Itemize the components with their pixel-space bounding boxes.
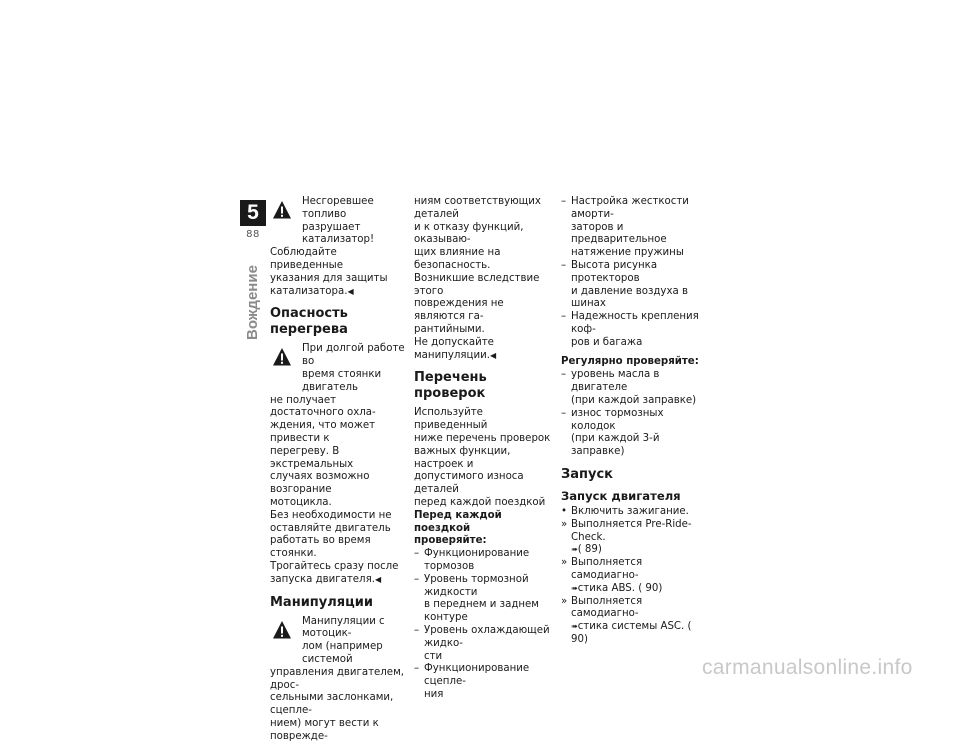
text-line: ров и багажа xyxy=(571,336,643,348)
step-text xyxy=(571,557,701,595)
text-line: перегреву. В экстремальных xyxy=(270,445,354,470)
dash-bullet: – xyxy=(561,259,567,271)
text-line: ниже перечень проверок xyxy=(414,432,551,444)
text-line: перед каждой поездкой xyxy=(414,496,546,508)
text-line: допустимого износа деталей xyxy=(414,471,524,496)
text-span: ( 89) xyxy=(577,544,602,556)
list-item-text xyxy=(571,408,701,459)
text-line: Функционирование сцепле- xyxy=(424,663,530,688)
checklist xyxy=(561,369,701,459)
page-ref-arrow-icon: ➠ xyxy=(571,583,578,593)
page-ref-arrow-icon: ➠ xyxy=(571,622,578,632)
list-item-text xyxy=(571,260,701,311)
warning-text xyxy=(302,616,410,667)
list-item xyxy=(561,196,701,260)
text-line: Перед каждой поездкой xyxy=(414,509,502,534)
checklist-label xyxy=(414,510,554,548)
watermark: carmanualsonline.info xyxy=(702,656,913,679)
text-line: Уровень охлаждающей жидко- xyxy=(424,624,550,649)
step-text xyxy=(571,506,701,519)
text-line: важных функции, настроек и xyxy=(414,445,511,470)
text-line: При долгой работе во xyxy=(302,343,405,368)
text-line: сельными заслонками, сцепле- xyxy=(270,692,394,717)
text-line: не получает достаточного охла- xyxy=(270,394,376,419)
step-text xyxy=(571,519,701,557)
step-item xyxy=(561,519,701,557)
text-line xyxy=(571,583,701,596)
text-line: заторов и предварительное xyxy=(571,221,667,246)
column-1 xyxy=(270,196,410,743)
warning-icon xyxy=(272,620,292,640)
text-line: Включить зажигание. xyxy=(571,505,689,517)
text-line: Без необходимости не xyxy=(270,509,392,521)
list-item xyxy=(561,311,701,349)
dash-bullet: – xyxy=(561,196,567,207)
text-line: Высота рисунка протекторов xyxy=(571,259,658,284)
list-item-text xyxy=(424,548,554,574)
text-line: Манипуляции с мотоцик- xyxy=(302,615,385,640)
text-span: стика системы ASC. ( 90) xyxy=(571,621,692,645)
column-2 xyxy=(414,196,554,702)
text-line: лом (например системой xyxy=(302,641,383,665)
heading-engine-start: Запуск двигателя xyxy=(561,488,681,503)
list-item-text xyxy=(571,196,701,260)
step-item xyxy=(561,596,701,647)
text-line: мотоцикла. xyxy=(270,496,332,508)
list-item xyxy=(414,625,554,663)
list-item-text xyxy=(571,369,701,407)
text-line: сти xyxy=(424,650,443,662)
text-line: разрушает катализатор! xyxy=(302,221,375,246)
text-line: в переднем и заднем контуре xyxy=(424,599,539,624)
text-line xyxy=(571,544,701,557)
dash-bullet: – xyxy=(414,548,420,560)
paragraph xyxy=(414,196,554,362)
text-line: рантийными. xyxy=(414,323,485,335)
heading-start: Запуск xyxy=(561,466,613,482)
text-line xyxy=(414,337,554,363)
text-line: ниям соответствующих деталей xyxy=(414,196,541,220)
dash-bullet: – xyxy=(414,663,420,675)
warning-text xyxy=(302,196,410,247)
text-line: натяжение пружины xyxy=(571,247,684,259)
text-line: и к отказу функций, оказываю- xyxy=(414,221,524,246)
warning-block xyxy=(270,196,410,247)
step-bullet: » xyxy=(561,595,568,607)
section-title: Вождение xyxy=(244,265,261,340)
text-line: Функционирование тормозов xyxy=(424,548,530,572)
text-line: случаях возможно возгорание xyxy=(270,471,370,496)
step-text xyxy=(571,596,701,647)
step-item xyxy=(561,506,701,519)
text-line: Выполняется самодиагно- xyxy=(571,595,643,620)
page-number: 88 xyxy=(246,229,260,240)
text-line: работать во время стоянки. xyxy=(270,535,371,560)
text-line: Уровень тормозной жидкости xyxy=(424,573,529,598)
dash-bullet: – xyxy=(414,573,420,585)
text-span: запуска двигателя. xyxy=(270,573,375,585)
text-line: (при каждой 3-й заправке) xyxy=(571,433,660,458)
text-line: указания для защиты xyxy=(270,272,388,284)
heading-manipulation: Манипуляции xyxy=(270,594,373,610)
text-line: Используйте приведенный xyxy=(414,407,488,432)
text-line: время стоянки двигатель xyxy=(302,368,382,393)
chapter-number: 5 xyxy=(240,200,266,226)
end-marker-icon: ◀ xyxy=(347,286,354,296)
text-line: проверяйте: xyxy=(414,535,487,547)
text-line: Настройка жесткости аморти- xyxy=(571,196,689,220)
text-line: повреждения не являются га- xyxy=(414,298,504,323)
text-line: ния xyxy=(424,688,444,700)
list-item-text xyxy=(424,663,554,701)
text-line: Выполняется самодиагно- xyxy=(571,557,643,581)
text-line: уровень масла в двигателе xyxy=(571,369,660,394)
step-bullet: • xyxy=(561,505,568,517)
dash-bullet: – xyxy=(414,624,420,636)
warning-icon xyxy=(272,347,292,367)
list-item xyxy=(561,260,701,311)
list-item xyxy=(561,408,701,459)
text-line xyxy=(571,621,701,647)
heading-checklist: Перечень проверок xyxy=(414,370,487,402)
text-line: Соблюдайте приведенные xyxy=(270,247,343,271)
text-line: Выполняется Pre-Ride-Check. xyxy=(571,518,692,543)
text-line: Надежность крепления коф- xyxy=(571,311,699,335)
text-line: Возникшие вследствие этого xyxy=(414,272,540,297)
text-line xyxy=(270,286,410,299)
paragraph xyxy=(270,247,410,298)
list-item xyxy=(414,574,554,625)
heading-regular-checks: Регулярно проверяйте: xyxy=(561,355,699,367)
page-ref-arrow-icon: ➠ xyxy=(571,545,578,555)
warning-text xyxy=(302,343,410,394)
column-3 xyxy=(561,196,701,647)
steps-list xyxy=(561,506,701,647)
text-line: Трогайтесь сразу после xyxy=(270,560,399,572)
dash-bullet: – xyxy=(561,311,567,323)
text-line: нием) могут вести к поврежде- xyxy=(270,717,379,742)
text-line: Несгоревшее топливо xyxy=(302,196,374,220)
checklist xyxy=(561,196,701,350)
end-marker-icon: ◀ xyxy=(374,574,382,584)
heading-overheat: Опасность перегрева xyxy=(270,306,348,338)
list-item-text xyxy=(424,625,554,663)
text-span: катализатора. xyxy=(270,285,348,297)
step-item xyxy=(561,557,701,595)
dash-bullet: – xyxy=(561,369,567,381)
text-line: управления двигателем, дрос- xyxy=(270,666,404,691)
text-span: Не допускайте манипуляции. xyxy=(414,336,494,361)
step-bullet: » xyxy=(561,557,568,569)
warning-block xyxy=(270,616,410,667)
chapter-marker xyxy=(240,200,266,240)
dash-bullet: – xyxy=(561,407,567,419)
text-line: оставляйте двигатель xyxy=(270,522,391,534)
checklist xyxy=(414,548,554,702)
text-line: и давление воздуха в шинах xyxy=(571,285,688,310)
list-item xyxy=(414,663,554,701)
text-line: ждения, что может привести к xyxy=(270,420,376,444)
text-line: (при каждой заправке) xyxy=(571,394,697,406)
paragraph xyxy=(270,667,410,743)
text-line: износ тормозных колодок xyxy=(571,407,664,432)
list-item-text xyxy=(424,574,554,625)
warning-icon xyxy=(272,200,292,220)
step-bullet: » xyxy=(561,518,568,530)
list-item-text xyxy=(571,311,701,349)
warning-block xyxy=(270,343,410,394)
paragraph xyxy=(270,395,410,587)
paragraph xyxy=(414,407,554,509)
text-line: щих влияние на безопасность. xyxy=(414,247,501,271)
text-span: стика ABS. ( 90) xyxy=(577,582,663,594)
end-marker-icon: ◀ xyxy=(489,350,497,360)
text-line xyxy=(270,574,410,587)
list-item xyxy=(414,548,554,574)
list-item xyxy=(561,369,701,407)
